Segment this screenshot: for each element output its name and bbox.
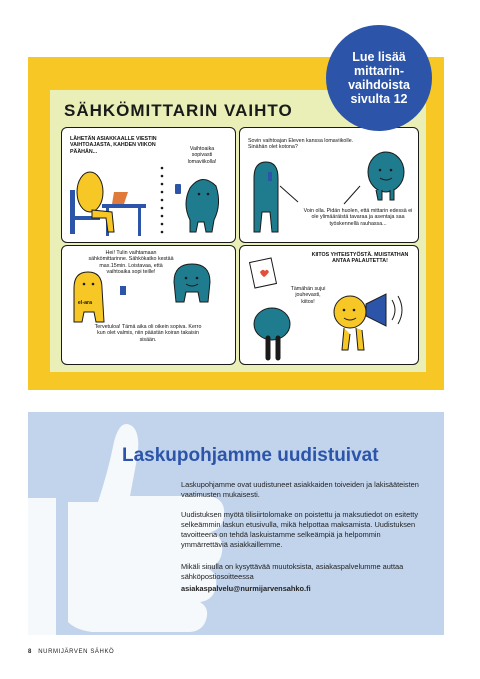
- article-paragraph-2: Uudistuksen myötä tilisiirtolomake on poistettu ja maksutiedot on esitetty selkeämmin laskun etusivulla, mikä helpottaa maksamista. Uudistuksen tavoitteena on tehdä laskuistamme selkeämpiä ja helpommin ymmärrettäviä asiakkaillemme.: [181, 510, 419, 549]
- support-email-link[interactable]: asiakaspalvelu@nurmijarvensahko.fi: [181, 584, 311, 593]
- page-footer: [28, 649, 114, 655]
- phone-call-characters-illustration: [240, 128, 418, 242]
- panel3-bubble-top: Hei! Tulin vaihtamaan sähkömittarinne. Sähkökatko kestää max.15min. Loistavaa, että vaihtoaika sopi teille!: [88, 250, 174, 276]
- callout-text: Lue lisää mittarin- vaihdoista sivulta 12: [348, 50, 410, 106]
- panel1-bubble: Vaihtoaika sopivasti lomaviikolla!: [187, 146, 217, 165]
- customer-service-character-illustration: [62, 128, 235, 242]
- panel4-bubble: Tämähän sujui jouhevasti, kiitos!: [290, 286, 326, 305]
- feedback-megaphone-illustration: [240, 246, 418, 364]
- panel3-bubble-bottom: Tervetuloa! Tämä aika oli oikein sopiva. Kerro kun olet valmis, niin päästän koiran takaisin sisään.: [94, 324, 202, 343]
- page-number: 8: [28, 649, 32, 655]
- publication-name: NURMIJÄRVEN SÄHKÖ: [38, 649, 115, 655]
- read-more-callout: [326, 25, 432, 131]
- article-title: Laskupohjamme uudistuivat: [122, 445, 379, 466]
- installer-badge: el-ara: [77, 300, 93, 306]
- panel2-bubble-bottom: Voin olla. Pidän huolen, että mittarin edessä ei ole ylimääräistä tavaraa ja asentaja saa työskennellä rauhassa...: [303, 208, 413, 227]
- panel2-bubble-top: Sovin vaihtoajan Eleven kanssa lomaviikolle. Sinähän olet kotona?: [248, 138, 354, 151]
- comic-title: SÄHKÖMITTARIN VAIHTO: [64, 101, 293, 120]
- comic-panel-4: [239, 245, 419, 365]
- panel1-caption: LÄHETÄN ASIAKKAALLE VIESTIN VAIHTOAJASTA, KAHDEN VIIKON PÄÄHÄN...: [70, 136, 157, 155]
- comic-panel-2: [239, 127, 419, 243]
- panel4-caption: KIITOS YHTEISTYÖSTÄ. MUISTATHAN ANTAA PALAUTETTA!: [311, 252, 409, 265]
- comic-panel-3: [61, 245, 236, 365]
- article-paragraph-1: Laskupohjamme ovat uudistuneet asiakkaiden toiveiden ja lakisääteisten vaatimusten mukaisesti.: [181, 480, 419, 499]
- comic-panel-1: [61, 127, 236, 243]
- article-paragraph-3: Mikäli sinulla on kysyttävää muutoksista, asiakaspalvelumme auttaa sähköpostiosoitteessa: [181, 562, 404, 581]
